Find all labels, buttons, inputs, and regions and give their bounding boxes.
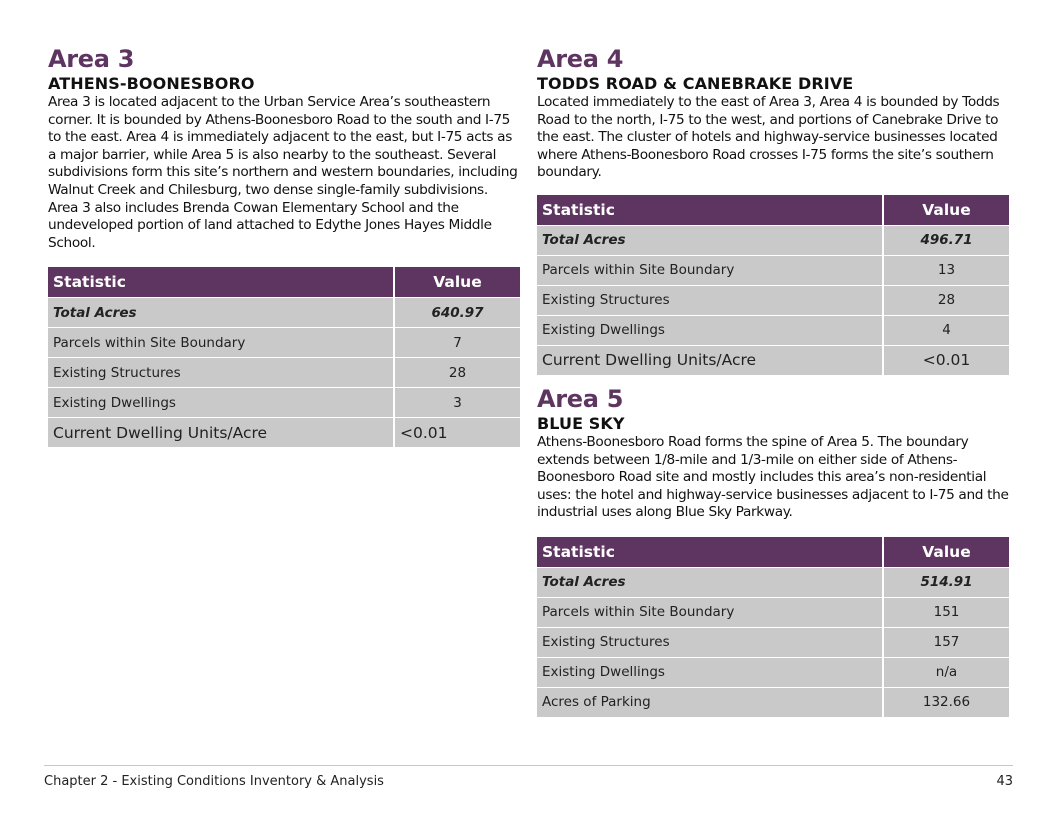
stat-value: 514.91 (883, 567, 1009, 597)
stat-label: Existing Structures (537, 285, 883, 315)
table-header-row (537, 195, 1009, 226)
area-3-title: Area 3 (48, 45, 135, 73)
table-row (48, 298, 520, 328)
area-4-subtitle: TODDS ROAD & CANEBRAKE DRIVE (537, 74, 854, 93)
table-row (48, 358, 520, 388)
footer-chapter-title: Chapter 2 - Existing Conditions Inventory & Analysis (44, 774, 384, 789)
table-row (537, 345, 1009, 375)
table-header-row (48, 267, 520, 298)
area-5-stats-table (537, 537, 1009, 717)
area-4-section (537, 44, 1009, 375)
area-5-section (537, 384, 1009, 717)
area-5-subtitle: BLUE SKY (537, 414, 625, 433)
table-row (537, 255, 1009, 285)
table-header-row (537, 537, 1009, 568)
table-row (537, 225, 1009, 255)
stat-value: 3 (394, 388, 520, 418)
table-row (537, 597, 1009, 627)
header-value: Value (394, 267, 520, 298)
stat-label: Current Dwelling Units/Acre (48, 418, 394, 448)
area-3-description: Area 3 is located adjacent to the Urban Service Area’s southeastern corner. It is bounded by Athens-Boonesboro Road to the south and I-75 to the east. Area 4 is immediately adjacent to the east, but I-75 acts as a major barrier, while Area 5 is also nearby to the southeast. Several subdivisions form this site’s northern and western boundaries, including Walnut Creek and Chilesburg, two dense single-family subdivisions. Area 3 also includes Brenda Cowan Elementary School and the undeveloped portion of land attached to Edythe Jones Hayes Middle School. (48, 94, 518, 251)
stat-value: 13 (883, 255, 1009, 285)
page-number: 43 (996, 774, 1013, 789)
header-statistic: Statistic (537, 537, 883, 568)
table-row (537, 687, 1009, 717)
stat-value: 496.71 (883, 225, 1009, 255)
stat-label: Total Acres (537, 225, 883, 255)
footer-divider (44, 765, 1013, 766)
stat-label: Existing Dwellings (537, 315, 883, 345)
area-4-title: Area 4 (537, 45, 624, 73)
area-3-subtitle: ATHENS-BOONESBORO (48, 74, 255, 93)
table-row (537, 285, 1009, 315)
stat-label: Existing Structures (537, 627, 883, 657)
stat-label: Existing Structures (48, 358, 394, 388)
stat-label: Total Acres (537, 567, 883, 597)
stat-label: Existing Dwellings (537, 657, 883, 687)
stat-value: n/a (883, 657, 1009, 687)
table-row (48, 418, 520, 448)
area-3-stats-table (48, 267, 520, 447)
stat-label: Parcels within Site Boundary (537, 597, 883, 627)
stat-label: Existing Dwellings (48, 388, 394, 418)
stat-value: <0.01 (883, 345, 1009, 375)
stat-value: 640.97 (394, 298, 520, 328)
header-value: Value (883, 537, 1009, 568)
header-statistic: Statistic (537, 195, 883, 226)
stat-value: 7 (394, 328, 520, 358)
stat-label: Total Acres (48, 298, 394, 328)
table-row (48, 388, 520, 418)
table-row (537, 567, 1009, 597)
area-5-title: Area 5 (537, 385, 624, 413)
table-row (537, 627, 1009, 657)
stat-value: 28 (394, 358, 520, 388)
table-row (48, 328, 520, 358)
stat-value: 151 (883, 597, 1009, 627)
stat-value: 4 (883, 315, 1009, 345)
area-4-stats-table (537, 195, 1009, 375)
stat-value: 157 (883, 627, 1009, 657)
table-row (537, 657, 1009, 687)
stat-value: <0.01 (394, 418, 520, 448)
stat-label: Current Dwelling Units/Acre (537, 345, 883, 375)
stat-value: 132.66 (883, 687, 1009, 717)
header-value: Value (883, 195, 1009, 226)
area-3-section (48, 44, 520, 447)
stat-label: Acres of Parking (537, 687, 883, 717)
table-row (537, 315, 1009, 345)
area-5-description: Athens-Boonesboro Road forms the spine of Area 5. The boundary extends between 1/8-mile and 1/3-mile on either side of Athens-Boonesboro Road site and mostly includes this area’s non-residential uses: the hotel and highway-service businesses adjacent to I-75 and the industrial uses along Blue Sky Parkway. (537, 434, 1009, 521)
stat-value: 28 (883, 285, 1009, 315)
stat-label: Parcels within Site Boundary (537, 255, 883, 285)
header-statistic: Statistic (48, 267, 394, 298)
area-4-description: Located immediately to the east of Area 3, Area 4 is bounded by Todds Road to the north, I-75 to the west, and portions of Canebrake Drive to the east. The cluster of hotels and highway-service businesses located where Athens-Boonesboro Road crosses I-75 forms the site’s southern boundary. (537, 94, 1000, 181)
stat-label: Parcels within Site Boundary (48, 328, 394, 358)
